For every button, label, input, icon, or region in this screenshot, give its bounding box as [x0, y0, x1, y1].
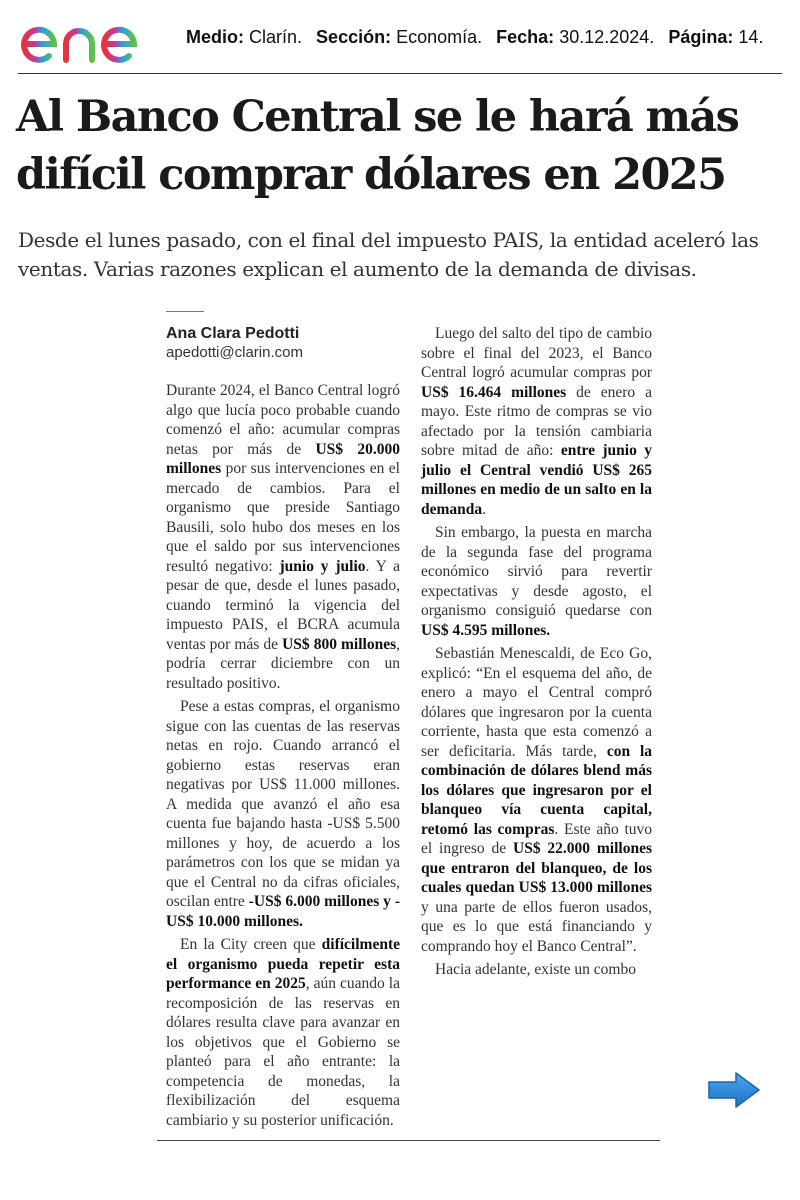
pagina-value: 14.: [738, 27, 764, 47]
paragraph-3: En la City creen que difícilmente el organismo pueda repetir esta performance en 2025, aún cuando la recomposición de las reservas en dólares resulta clave para avanzar en los objetivos que el Gobierno se planteó para el año entrante: la competencia de monedas, la flexibilización del esquema cambiario y su posterior unificación.: [166, 936, 400, 1129]
pagina-label: Página:: [668, 27, 734, 47]
article-subhead: Desde el lunes pasado, con el final del impuesto PAIS, la entidad aceleró las ventas. Varias razones explican el aumento de la demanda de divisas.: [18, 228, 759, 281]
fecha-label: Fecha:: [496, 27, 555, 47]
article-column-1: [166, 324, 400, 1134]
author-name: Ana Clara Pedotti: [166, 325, 300, 342]
byline-divider: [166, 311, 204, 312]
arrow-right-icon[interactable]: [706, 1070, 762, 1110]
fecha-value: 30.12.2024.: [559, 27, 655, 47]
header-divider: [18, 73, 782, 74]
article-column-2: [421, 324, 652, 984]
enel-logo: [16, 8, 174, 68]
headline-line-2: difícil comprar dólares en 2025: [16, 150, 726, 200]
footer-divider: [157, 1140, 660, 1141]
paragraph-1: Durante 2024, el Banco Central logró algo que lucía poco probable cuando comenzó el año: acumular compras netas por más de US$ 20.000 millones por sus intervenciones en el mercado de cambios. Para el organismo que preside Santiago Bausili, solo hubo dos meses en los que el saldo por sus intervenciones resultó negativo: junio y julio. Y a pesar de que, desde el lunes pasado, cuando terminó la vigencia del impuesto PAIS, el BCRA acumula ventas por más de US$ 800 millones, podría cerrar diciembre con un resultado positivo.: [166, 382, 400, 692]
paragraph-7: Hacia adelante, existe un combo: [435, 961, 636, 978]
medio-label: Medio:: [186, 27, 244, 47]
paragraph-6: Sebastián Menescaldi, de Eco Go, explicó: “En el esquema del año, de enero a mayo el Central compró dólares que ingresaron por la cuenta corriente, hasta que esta comenzó a ser deficitaria. Más tarde, con la combinación de dólares blend más los dólares que ingresaron por el blanqueo vía cuenta capital, retomó las compras. Este año tuvo el ingreso de US$ 22.000 millones que entraron del blanqueo, de los cuales quedan US$ 13.000 millones y una parte de ellos fueron usados, que es lo que está financiando y comprando hoy el Banco Central”.: [421, 645, 653, 955]
paragraph-5: Sin embargo, la puesta en marcha de la segunda fase del programa económico sirvió para revertir expectativas y desde agosto, el organismo consiguió quedarse con US$ 4.595 millones.: [421, 524, 652, 639]
seccion-value: Economía.: [396, 27, 483, 47]
press-clipping-meta: [186, 27, 763, 48]
seccion-label: Sección:: [316, 27, 392, 47]
medio-value: Clarín.: [249, 27, 303, 47]
author-email: apedotti@clarin.com: [166, 344, 303, 361]
article-headline: [16, 88, 786, 204]
paragraph-4: Luego del salto del tipo de cambio sobre el final del 2023, el Banco Central logró acumular compras por US$ 16.464 millones de enero a mayo. Este ritmo de compras se vio afectado por la tensión cambiaria sobre mitad de año: entre junio y julio el Central vendió US$ 265 millones en medio de un salto en la demanda.: [421, 325, 652, 518]
paragraph-2: Pese a estas compras, el organismo sigue con las cuentas de las reservas netas en rojo. Cuando arrancó el gobierno estas reservas eran negativas por US$ 11.000 millones. A medida que avanzó el año esa cuenta fue bajando hasta -US$ 5.500 millones y hoy, de acuerdo a los parámetros con los que se midan ya que el Central no da cifras oficiales, oscilan entre -US$ 6.000 millones y -US$ 10.000 millones.: [166, 698, 400, 930]
headline-line-1: Al Banco Central se le hará más: [16, 92, 739, 142]
